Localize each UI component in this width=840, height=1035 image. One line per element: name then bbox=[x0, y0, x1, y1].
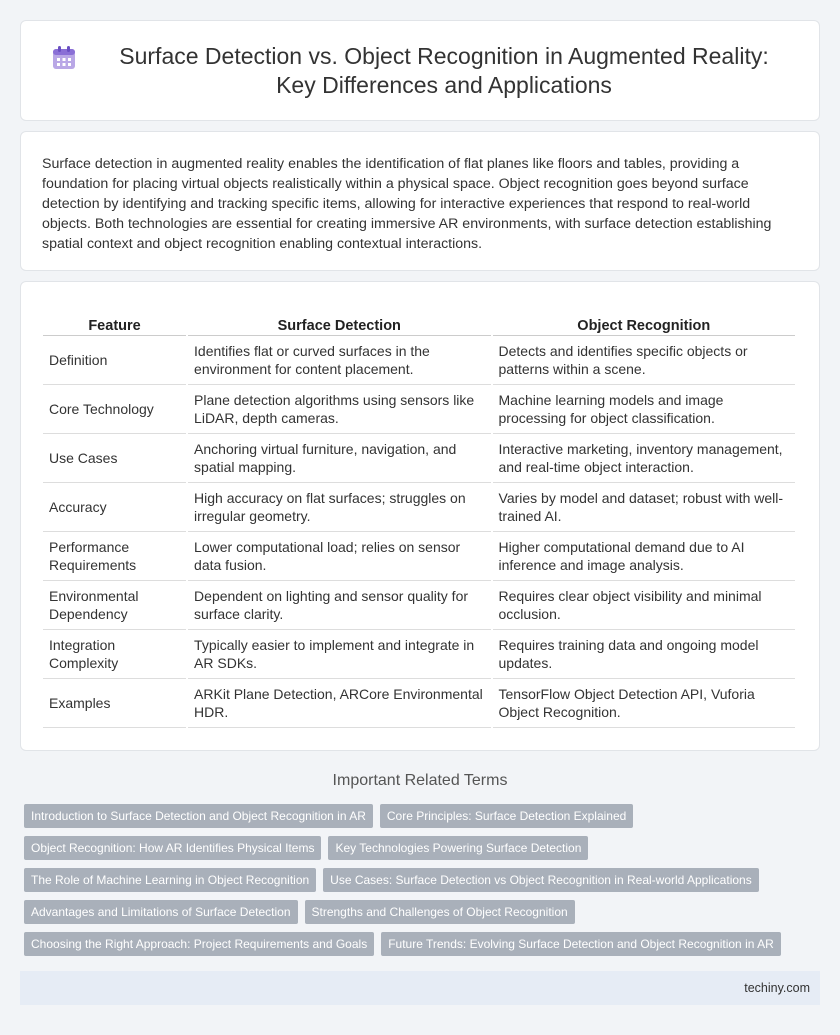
page-title: Surface Detection vs. Object Recognition in Augmented Reality: Key Differences and Applications bbox=[119, 42, 769, 98]
feature-cell: Performance Requirements bbox=[43, 532, 186, 581]
surface-cell: Dependent on lighting and sensor quality for surface clarity. bbox=[188, 581, 490, 630]
object-cell: Machine learning models and image processing for object classification. bbox=[493, 385, 795, 434]
intro-paragraph: Surface detection in augmented reality enables the identification of flat planes like floors and tables, providing a foundation for placing virtual objects realistically within a physical space. Object recognition goes beyond surface detection by identifying and tracking specific items, allowing for interactive experiences that respond to real-world objects. Both technologies are essential for creating immersive AR environments, with surface detection establishing spatial context and object recognition enabling contextual interactions. bbox=[42, 156, 772, 252]
surface-cell: ARKit Plane Detection, ARCore Environmental HDR. bbox=[188, 679, 490, 728]
footer-site-link[interactable]: techiny.com bbox=[744, 981, 810, 995]
object-cell: Detects and identifies specific objects or patterns within a scene. bbox=[493, 336, 795, 385]
object-cell: Varies by model and dataset; robust with well-trained AI. bbox=[493, 483, 795, 532]
related-terms-list bbox=[24, 804, 814, 964]
object-cell: Higher computational demand due to AI inference and image analysis. bbox=[493, 532, 795, 581]
table-header-row bbox=[43, 312, 795, 336]
object-cell: TensorFlow Object Detection API, Vuforia Object Recognition. bbox=[493, 679, 795, 728]
surface-cell: Typically easier to implement and integrate in AR SDKs. bbox=[188, 630, 490, 679]
table-row bbox=[43, 385, 795, 434]
table-row bbox=[43, 336, 795, 385]
feature-cell: Examples bbox=[43, 679, 186, 728]
table-row bbox=[43, 483, 795, 532]
tag-row bbox=[24, 900, 814, 924]
table-row bbox=[43, 679, 795, 728]
feature-cell: Integration Complexity bbox=[43, 630, 186, 679]
header-feature: Feature bbox=[43, 312, 186, 336]
comparison-table bbox=[41, 312, 797, 728]
title-card bbox=[20, 20, 820, 121]
feature-cell: Core Technology bbox=[43, 385, 186, 434]
related-term-tag[interactable]: Use Cases: Surface Detection vs Object Recognition in Real-world Applications bbox=[323, 868, 759, 892]
related-terms-heading: Important Related Terms bbox=[332, 772, 508, 789]
feature-cell: Accuracy bbox=[43, 483, 186, 532]
related-term-tag[interactable]: Strengths and Challenges of Object Recognition bbox=[305, 900, 575, 924]
related-term-tag[interactable]: Advantages and Limitations of Surface Detection bbox=[24, 900, 298, 924]
surface-cell: High accuracy on flat surfaces; struggles on irregular geometry. bbox=[188, 483, 490, 532]
tag-row bbox=[24, 932, 814, 956]
related-term-tag[interactable]: Key Technologies Powering Surface Detection bbox=[328, 836, 588, 860]
feature-cell: Environmental Dependency bbox=[43, 581, 186, 630]
surface-cell: Lower computational load; relies on sensor data fusion. bbox=[188, 532, 490, 581]
calendar-icon bbox=[51, 45, 77, 71]
comparison-card bbox=[20, 281, 820, 751]
table-row bbox=[43, 434, 795, 483]
related-term-tag[interactable]: Introduction to Surface Detection and Object Recognition in AR bbox=[24, 804, 373, 828]
related-term-tag[interactable]: Choosing the Right Approach: Project Requirements and Goals bbox=[24, 932, 374, 956]
feature-cell: Definition bbox=[43, 336, 186, 385]
surface-cell: Plane detection algorithms using sensors like LiDAR, depth cameras. bbox=[188, 385, 490, 434]
related-term-tag[interactable]: Future Trends: Evolving Surface Detection and Object Recognition in AR bbox=[381, 932, 781, 956]
related-term-tag[interactable]: Object Recognition: How AR Identifies Physical Items bbox=[24, 836, 321, 860]
tag-row bbox=[24, 836, 814, 860]
related-term-tag[interactable]: The Role of Machine Learning in Object Recognition bbox=[24, 868, 316, 892]
related-term-tag[interactable]: Core Principles: Surface Detection Explained bbox=[380, 804, 633, 828]
intro-card bbox=[20, 131, 820, 271]
object-cell: Requires training data and ongoing model updates. bbox=[493, 630, 795, 679]
table-row bbox=[43, 532, 795, 581]
table-row bbox=[43, 581, 795, 630]
object-cell: Interactive marketing, inventory management, and real-time object interaction. bbox=[493, 434, 795, 483]
table-row bbox=[43, 630, 795, 679]
header-surface-detection: Surface Detection bbox=[188, 312, 490, 336]
tag-row bbox=[24, 868, 814, 892]
surface-cell: Identifies flat or curved surfaces in the environment for content placement. bbox=[188, 336, 490, 385]
surface-cell: Anchoring virtual furniture, navigation, and spatial mapping. bbox=[188, 434, 490, 483]
footer bbox=[20, 971, 820, 1005]
tag-row bbox=[24, 804, 814, 828]
header-object-recognition: Object Recognition bbox=[493, 312, 795, 336]
object-cell: Requires clear object visibility and minimal occlusion. bbox=[493, 581, 795, 630]
feature-cell: Use Cases bbox=[43, 434, 186, 483]
